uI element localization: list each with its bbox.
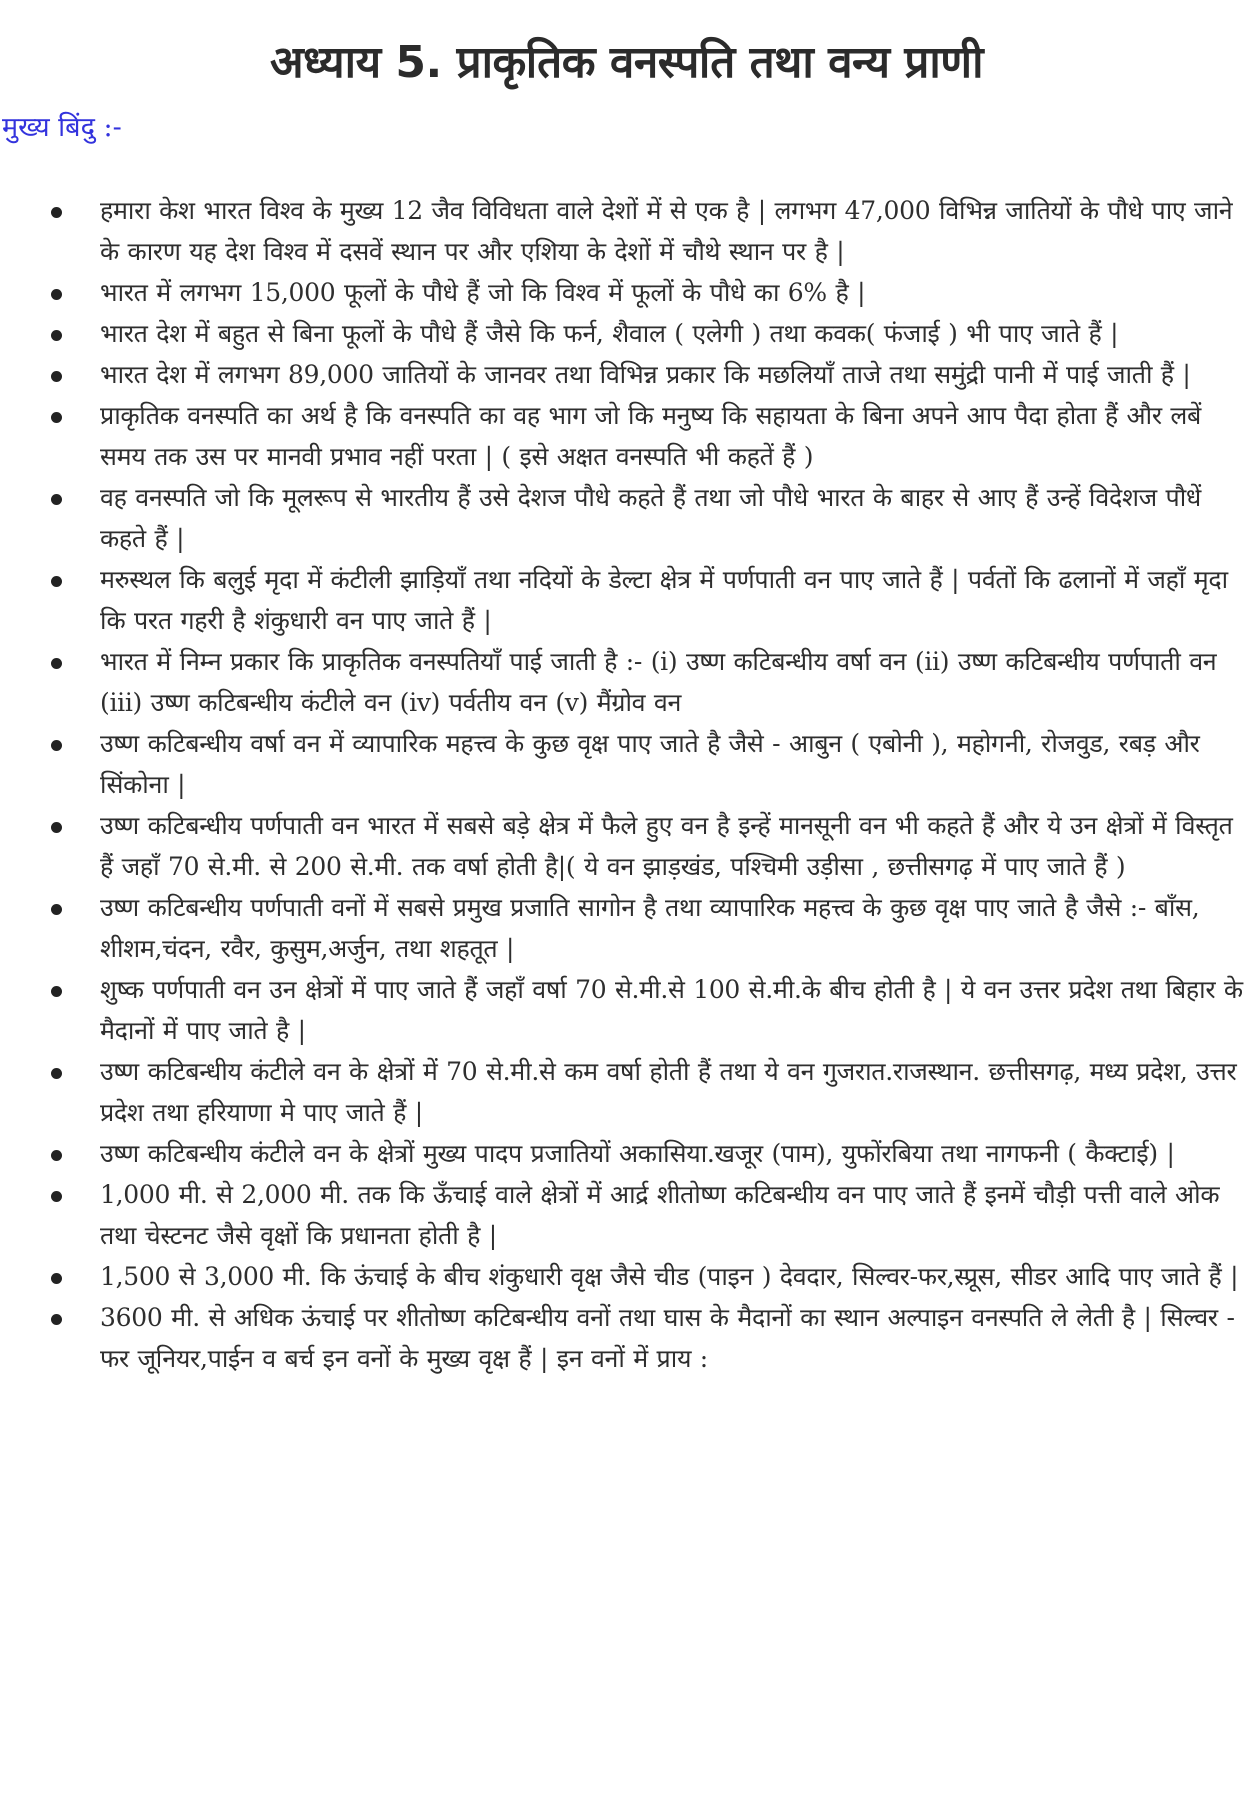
list-item xyxy=(0,1256,1253,1297)
point-text: 1,500 से 3,000 मी. कि ऊंचाई के बीच शंकुधारी वृक्ष जैसे चीड (पाइन ) देवदार, सिल्वर-फर,स्प्रूस, सीडर आदि पाए जाते हैं | xyxy=(100,1262,1239,1291)
list-item xyxy=(0,272,1253,313)
list-item xyxy=(0,641,1253,723)
list-item xyxy=(0,1051,1253,1133)
bullet-icon xyxy=(51,986,62,997)
bullet-icon xyxy=(51,207,62,218)
point-text: उष्ण कटिबन्धीय पर्णपाती वन भारत में सबसे बड़े क्षेत्र में फैले हुए वन है इन्हें मानसूनी वन भी कहते हैं और ये उन क्षेत्रों में विस्तृत हैं जहाँ 70 से.मी. से 200 से.मी. तक वर्षा होती है|( ये वन झाड़खंड, पश्चिमी उड़ीसा , छत्तीसगढ़ में पाए जाते हैं ) xyxy=(100,811,1233,881)
page-title: अध्याय 5. प्राकृतिक वनस्पति तथा वन्य प्राणी xyxy=(270,37,983,89)
list-item xyxy=(0,313,1253,354)
point-text: भारत देश में बहुत से बिना फूलों के पौधे हैं जैसे कि फर्न, शैवाल ( एलेगी ) तथा कवक( फंजाई ) भी पाए जाते हैं | xyxy=(100,319,1119,348)
list-item xyxy=(0,190,1253,272)
point-text: भारत में लगभग 15,000 फूलों के पौधे हैं जो कि विश्व में फूलों के पौधे का 6% है | xyxy=(100,278,866,307)
bullet-icon xyxy=(51,1068,62,1079)
bullet-icon xyxy=(51,330,62,341)
list-item xyxy=(0,354,1253,395)
bullet-icon xyxy=(51,1314,62,1325)
point-text: भारत देश में लगभग 89,000 जातियों के जानवर तथा विभिन्न प्रकार कि मछलियाँ ताजे तथा समुंद्री पानी में पाई जाती हैं | xyxy=(100,360,1191,389)
bullet-icon xyxy=(51,658,62,669)
bullet-icon xyxy=(51,1191,62,1202)
key-points-list xyxy=(0,190,1253,1379)
point-text: वह वनस्पति जो कि मूलरूप से भारतीय हैं उसे देशज पौधे कहते हैं तथा जो पौधे भारत के बाहर से आए हैं उन्हें विदेशज पौधें कहते हैं | xyxy=(100,483,1202,553)
point-text: भारत में निम्न प्रकार कि प्राकृतिक वनस्पतियाँ पाई जाती है :- (i) उष्ण कटिबन्धीय वर्षा वन (ii) उष्ण कटिबन्धीय पर्णपाती वन (iii) उष्ण कटिबन्धीय कंटीले वन (iv) पर्वतीय वन (v) मैंग्रोव वन xyxy=(100,647,1217,717)
point-text: शुष्क पर्णपाती वन उन क्षेत्रों में पाए जाते हैं जहाँ वर्षा 70 से.मी.से 100 से.मी.के बीच होती है | ये वन उत्तर प्रदेश तथा बिहार के मैदानों में पाए जाते है | xyxy=(100,975,1243,1045)
point-text: उष्ण कटिबन्धीय कंटीले वन के क्षेत्रों में 70 से.मी.से कम वर्षा होती हैं तथा ये वन गुजरात.राजस्थान. छत्तीसगढ़, मध्य प्रदेश, उत्तर प्रदेश तथा हरियाणा मे पाए जाते हैं | xyxy=(100,1057,1237,1127)
point-text: 1,000 मी. से 2,000 मी. तक कि ऊँचाई वाले क्षेत्रों में आर्द्र शीतोष्ण कटिबन्धीय वन पाए जाते हैं इनमें चौड़ी पत्ती वाले ओक तथा चेस्टनट जैसे वृक्षों कि प्रधानता होती है | xyxy=(100,1180,1220,1250)
list-item xyxy=(0,887,1253,969)
list-item xyxy=(0,1297,1253,1379)
point-text: मरुस्थल कि बलुई मृदा में कंटीली झाड़ियाँ तथा नदियों के डेल्टा क्षेत्र में पर्णपाती वन पाए जाते हैं | पर्वतों कि ढलानों में जहाँ मृदा कि परत गहरी है शंकुधारी वन पाए जाते हैं | xyxy=(100,565,1228,635)
list-item xyxy=(0,1174,1253,1256)
point-text: उष्ण कटिबन्धीय कंटीले वन के क्षेत्रों मुख्य पादप प्रजातियों अकासिया.खजूर (पाम), युफोंरबिया तथा नागफनी ( कैक्टाई) | xyxy=(100,1139,1175,1168)
point-text: प्राकृतिक वनस्पति का अर्थ है कि वनस्पति का वह भाग जो कि मनुष्य कि सहायता के बिना अपने आप पैदा होता हैं और लबें समय तक उस पर मानवी प्रभाव नहीं परता | ( इसे अक्षत वनस्पति भी कहतें हैं ) xyxy=(100,401,1202,471)
list-item xyxy=(0,1133,1253,1174)
point-text: उष्ण कटिबन्धीय वर्षा वन में व्यापारिक महत्त्व के कुछ वृक्ष पाए जाते है जैसे - आबुन ( एबोनी ), महोगनी, रोजवुड, रबड़ और सिंकोना | xyxy=(100,729,1200,799)
bullet-icon xyxy=(51,1150,62,1161)
list-item xyxy=(0,723,1253,805)
point-text: 3600 मी. से अधिक ऊंचाई पर शीतोष्ण कटिबन्धीय वनों तथा घास के मैदानों का स्थान अल्पाइन वनस्पति ले लेती है | सिल्वर - फर जूनियर,पाईन व बर्च इन वनों के मुख्य वृक्ष हैं | इन वनों में प्राय : xyxy=(100,1303,1235,1373)
bullet-icon xyxy=(51,576,62,587)
section-heading: मुख्य बिंदु :- xyxy=(2,112,122,143)
bullet-icon xyxy=(51,1273,62,1284)
point-text: उष्ण कटिबन्धीय पर्णपाती वनों में सबसे प्रमुख प्रजाति सागोन है तथा व्यापारिक महत्त्व के कुछ वृक्ष पाए जाते है जैसे :- बाँस, शीशम,चंदन, रवैर, कुसुम,अर्जुन, तथा शहतूत | xyxy=(100,893,1200,963)
bullet-icon xyxy=(51,412,62,423)
list-item xyxy=(0,805,1253,887)
bullet-icon xyxy=(51,904,62,915)
point-text: हमारा केश भारत विश्व के मुख्य 12 जैव विविधता वाले देशों में से एक है | लगभग 47,000 विभिन्न जातियों के पौधे पाए जाने के कारण यह देश विश्व में दसवें स्थान पर और एशिया के देशों में चौथे स्थान पर है | xyxy=(100,196,1233,266)
bullet-icon xyxy=(51,822,62,833)
bullet-icon xyxy=(51,289,62,300)
list-item xyxy=(0,969,1253,1051)
bullet-icon xyxy=(51,740,62,751)
list-item xyxy=(0,477,1253,559)
bullet-icon xyxy=(51,494,62,505)
list-item xyxy=(0,395,1253,477)
list-item xyxy=(0,559,1253,641)
bullet-icon xyxy=(51,371,62,382)
